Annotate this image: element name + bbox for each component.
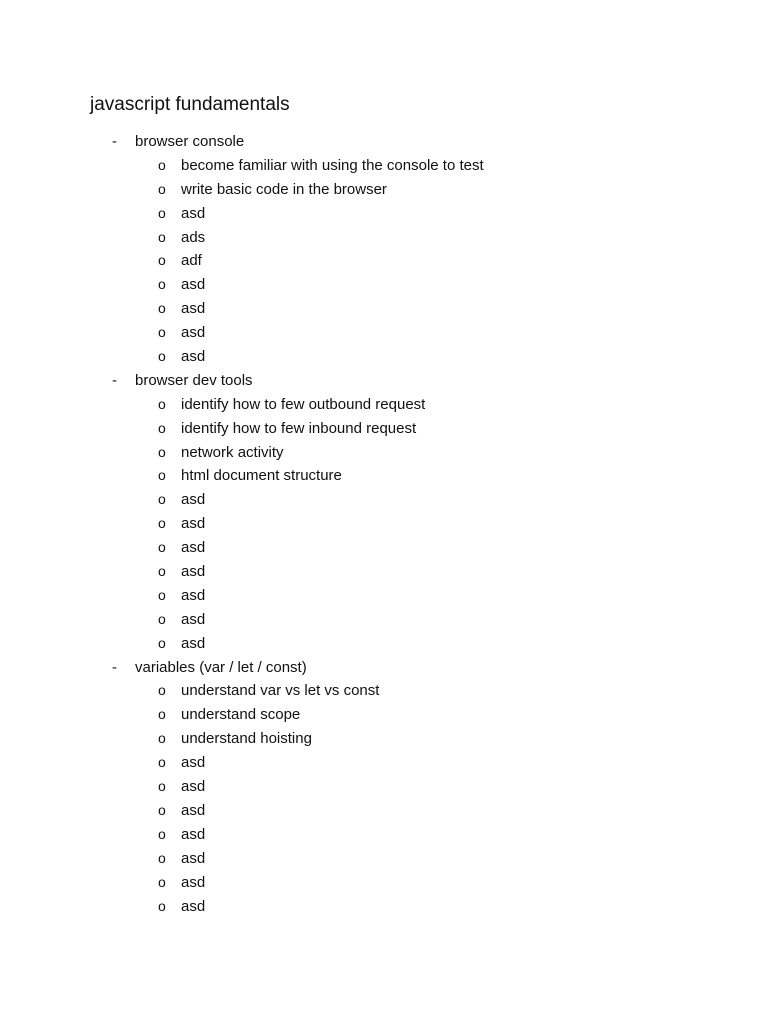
list-item-text: asd [181, 300, 206, 318]
list-item-text: asd [181, 873, 206, 891]
list-item-text: adf [181, 252, 202, 270]
list-item [0, 871, 768, 895]
list-item [0, 512, 768, 536]
section-heading: browser console [135, 133, 245, 150]
circle-bullet-marker: o [158, 754, 166, 771]
list-item-text: asd [181, 754, 206, 772]
circle-bullet-marker: o [158, 849, 166, 866]
circle-bullet-marker: o [158, 778, 166, 795]
dash-marker: - [112, 658, 117, 676]
circle-bullet-marker: o [158, 156, 166, 173]
list-item [0, 584, 768, 608]
circle-bullet-marker: o [158, 419, 166, 436]
circle-bullet-marker: o [158, 395, 166, 412]
section-heading: variables (var / let / const) [135, 658, 307, 676]
list-item-text: ads [181, 228, 206, 246]
list-item-text: asd [181, 610, 206, 628]
circle-bullet-marker: o [158, 467, 166, 484]
dash-marker: - [112, 133, 117, 150]
list-item-text: asd [181, 586, 206, 604]
list-item-text: network activity [181, 443, 284, 461]
list-item-text: asd [181, 204, 206, 222]
section-heading-row [0, 656, 768, 680]
section-heading-row [0, 369, 768, 393]
circle-bullet-marker: o [158, 610, 166, 627]
list-item-text: identify how to few inbound request [181, 419, 417, 437]
list-item [0, 345, 768, 369]
list-item [0, 608, 768, 632]
list-item-text: asd [181, 491, 206, 509]
circle-bullet-marker: o [158, 348, 166, 365]
list-item [0, 679, 768, 703]
circle-bullet-marker: o [158, 897, 166, 914]
outline-section [0, 130, 768, 369]
section-heading-row [0, 130, 768, 154]
list-item [0, 273, 768, 297]
list-item-text: asd [181, 849, 206, 867]
circle-bullet-marker: o [158, 706, 166, 723]
list-item [0, 727, 768, 751]
circle-bullet-marker: o [158, 539, 166, 556]
list-item [0, 202, 768, 226]
section-heading: browser dev tools [135, 371, 253, 389]
outline-section [0, 656, 768, 919]
list-item [0, 560, 768, 584]
list-item-text: become familiar with using the console to test [181, 156, 484, 174]
circle-bullet-marker: o [158, 730, 166, 747]
list-item [0, 178, 768, 202]
circle-bullet-marker: o [158, 873, 166, 890]
list-item [0, 488, 768, 512]
list-item-text: understand hoisting [181, 730, 312, 748]
circle-bullet-marker: o [158, 252, 166, 269]
list-item-text: asd [181, 348, 206, 366]
dash-marker: - [112, 371, 117, 389]
circle-bullet-marker: o [158, 586, 166, 603]
list-item [0, 464, 768, 488]
circle-bullet-marker: o [158, 825, 166, 842]
circle-bullet-marker: o [158, 180, 166, 197]
list-item [0, 703, 768, 727]
list-item [0, 751, 768, 775]
list-item-text: write basic code in the browser [181, 180, 387, 198]
list-item [0, 226, 768, 250]
outline-section [0, 369, 768, 656]
list-item [0, 536, 768, 560]
list-item-text: asd [181, 634, 206, 652]
page-title: javascript fundamentals [90, 94, 290, 115]
outline-list [0, 130, 768, 918]
list-item [0, 393, 768, 417]
list-item [0, 441, 768, 465]
circle-bullet-marker: o [158, 300, 166, 317]
circle-bullet-marker: o [158, 491, 166, 508]
circle-bullet-marker: o [158, 634, 166, 651]
list-item [0, 895, 768, 919]
list-item-text: understand scope [181, 706, 301, 724]
list-item-text: identify how to few outbound request [181, 395, 426, 413]
list-item-text: asd [181, 324, 206, 342]
list-item [0, 297, 768, 321]
list-item-text: understand var vs let vs const [181, 682, 380, 700]
circle-bullet-marker: o [158, 204, 166, 221]
list-item-text: asd [181, 539, 206, 557]
list-item [0, 775, 768, 799]
list-item [0, 823, 768, 847]
list-item-text: asd [181, 276, 206, 294]
list-item [0, 417, 768, 441]
circle-bullet-marker: o [158, 324, 166, 341]
list-item-text: asd [181, 897, 206, 915]
list-item [0, 249, 768, 273]
list-item [0, 321, 768, 345]
list-item-text: asd [181, 563, 206, 581]
list-item-text: asd [181, 778, 206, 796]
list-item [0, 847, 768, 871]
circle-bullet-marker: o [158, 682, 166, 699]
circle-bullet-marker: o [158, 443, 166, 460]
circle-bullet-marker: o [158, 801, 166, 818]
list-item-text: asd [181, 825, 206, 843]
list-item-text: html document structure [181, 467, 342, 485]
circle-bullet-marker: o [158, 515, 166, 532]
list-item [0, 154, 768, 178]
list-item-text: asd [181, 515, 206, 533]
list-item-text: asd [181, 801, 206, 819]
list-item [0, 632, 768, 656]
circle-bullet-marker: o [158, 228, 166, 245]
circle-bullet-marker: o [158, 276, 166, 293]
list-item [0, 799, 768, 823]
circle-bullet-marker: o [158, 563, 166, 580]
